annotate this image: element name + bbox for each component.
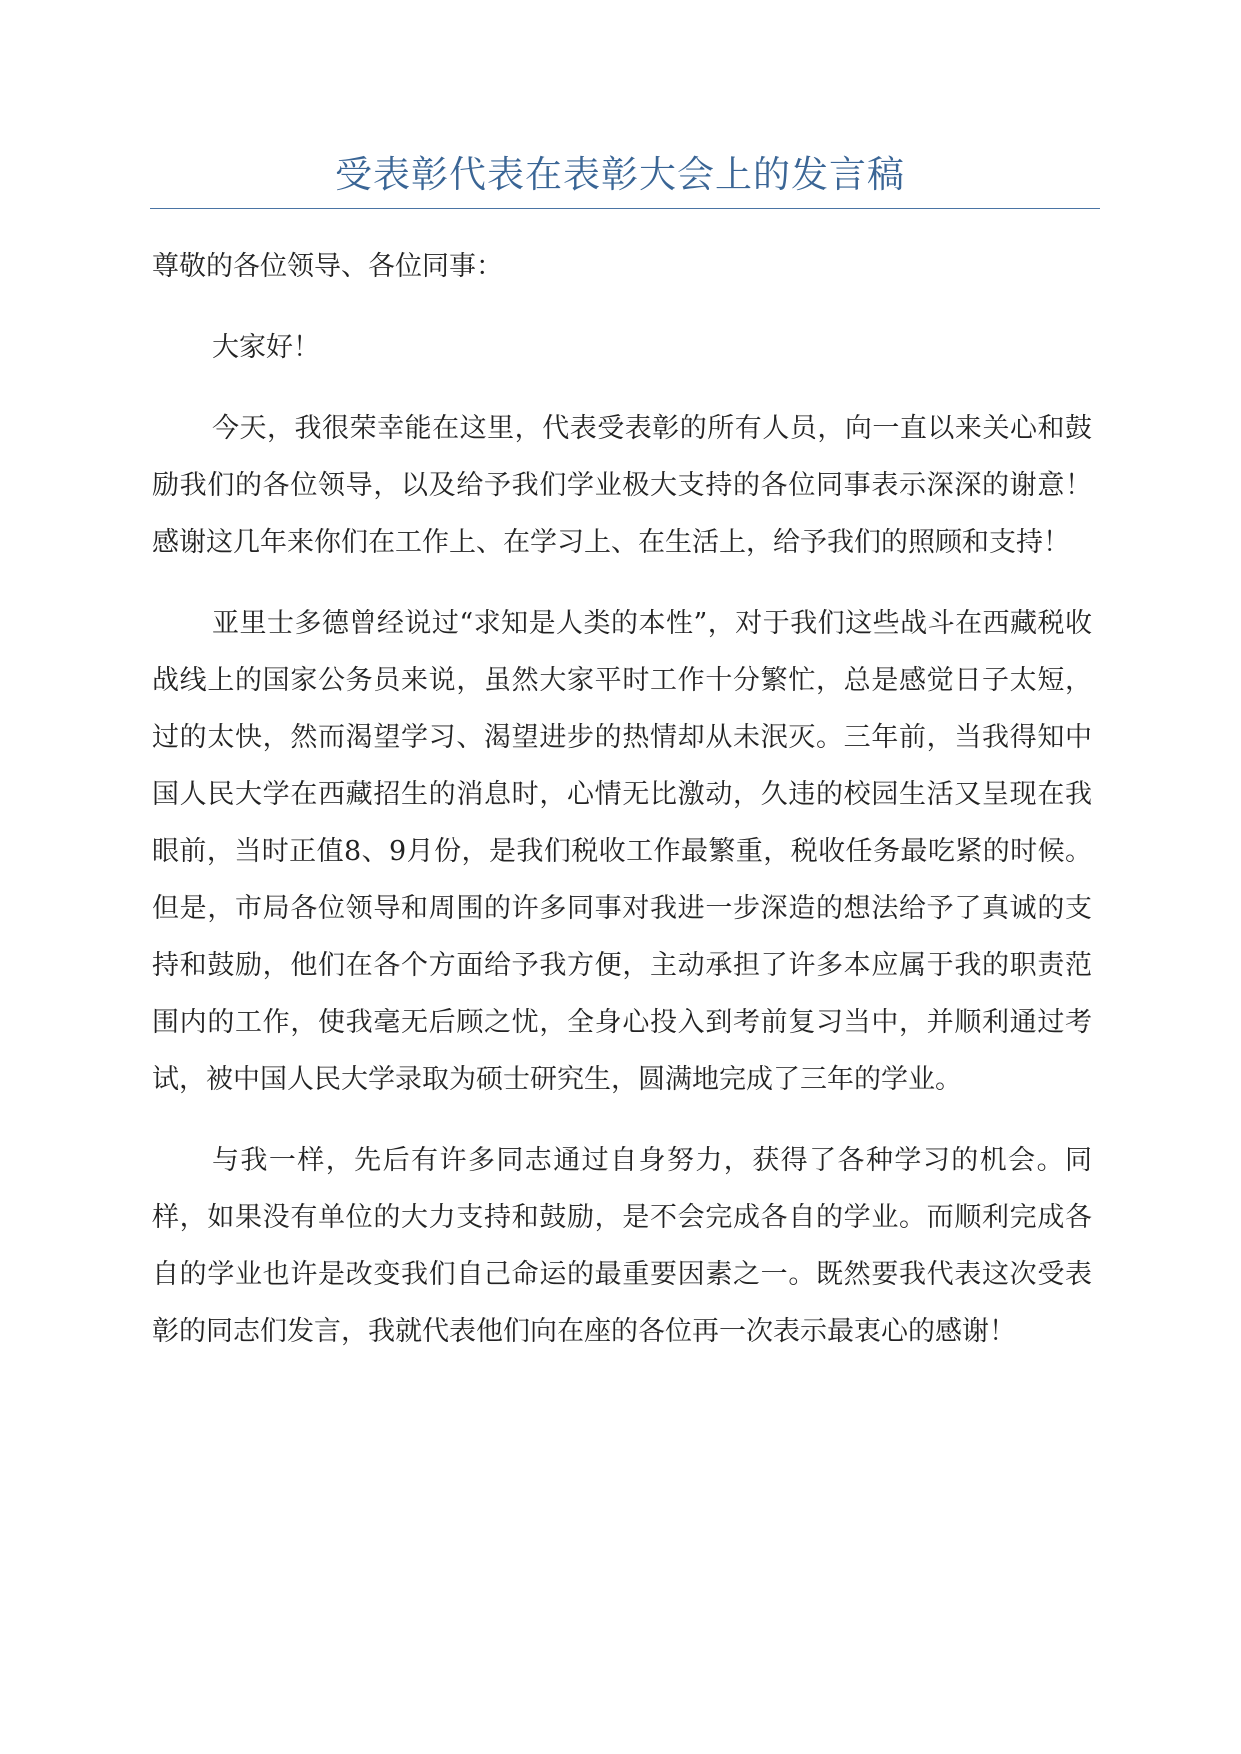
- paragraph-1: 今天，我很荣幸能在这里，代表受表彰的所有人员，向一直以来关心和鼓励我们的各位领导，以及给予我们学业极大支持的各位同事表示深深的谢意！感谢这几年来你们在工作上、在学习上、在生活上，给予我们的照顾和支持！: [152, 413, 1092, 558]
- document-body: [152, 238, 1092, 1384]
- title-underline: [150, 208, 1100, 209]
- document-title: 受表彰代表在表彰大会上的发言稿: [335, 153, 905, 196]
- paragraph-2: 亚里士多德曾经说过“求知是人类的本性”，对于我们这些战斗在西藏税收战线上的国家公务员来说，虽然大家平时工作十分繁忙，总是感觉日子太短，过的太快，然而渴望学习、渴望进步的热情却从未泯灭。三年前，当我得知中国人民大学在西藏招生的消息时，心情无比激动，久违的校园生活又呈现在我眼前，当时正值8、9月份，是我们税收工作最繁重，税收任务最吃紧的时候。但是，市局各位领导和周围的许多同事对我进一步深造的想法给予了真诚的支持和鼓励，他们在各个方面给予我方便，主动承担了许多本应属于我的职责范围内的工作，使我毫无后顾之忧，全身心投入到考前复习当中，并顺利通过考试，被中国人民大学录取为硕士研究生，圆满地完成了三年的学业。: [152, 608, 1092, 1095]
- salutation: 尊敬的各位领导、各位同事：: [152, 251, 503, 282]
- paragraph-3: 与我一样，先后有许多同志通过自身努力，获得了各种学习的机会。同样，如果没有单位的大力支持和鼓励，是不会完成各自的学业。而顺利完成各自的学业也许是改变我们自己命运的最重要因素之一。既然要我代表这次受表彰的同志们发言，我就代表他们向在座的各位再一次表示最衷心的感谢！: [152, 1145, 1092, 1347]
- greeting: 大家好！: [212, 332, 320, 363]
